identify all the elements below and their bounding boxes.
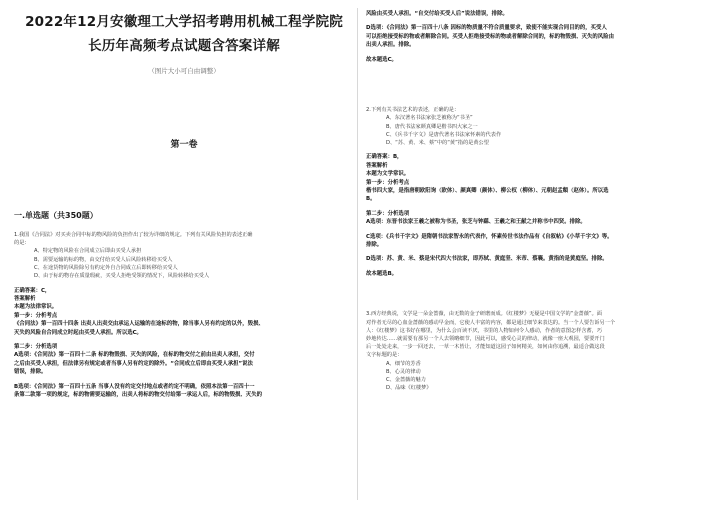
title-line-1: 2022年12月安徽理工大学招考聘用机械工程学院院 bbox=[25, 14, 343, 30]
image-size-note: （图片大小可自由调整） bbox=[148, 67, 220, 75]
final-answer-2: 故本题选B。 bbox=[366, 270, 398, 277]
column-divider bbox=[357, 8, 358, 500]
question-line: 1.我国《合同法》对买卖合同中标的物风险的负担作出了较为详细的规定。下列有关风险负担的表述正确 bbox=[14, 232, 253, 238]
option-d: D、“苏、黄、米、蔡”中的“黄”指的是黄公望 bbox=[386, 140, 489, 147]
option-a: A、特定物的风险在合同成立后即由买受人承担 bbox=[34, 248, 142, 255]
question-line: 对作者无尽的心血金蔷薇的感动早金而，它使人丰富的内容，都是通过细节来表达的。当一个人要告诉另一个 bbox=[366, 319, 616, 326]
question-3 bbox=[366, 310, 706, 392]
option-a: A、东汉著名书法家张芝被称为“书圣” bbox=[386, 115, 473, 122]
question-line: 2.下列有关书法艺术的表述，正确的是： bbox=[366, 107, 460, 114]
option-d-analysis bbox=[366, 24, 706, 49]
right-column bbox=[366, 10, 706, 393]
question-line: 妙地传达……就需要有那另一个人去领略细节，因此可以，感受心灵的律动，就像一座大观园，要要开门 bbox=[366, 335, 605, 342]
option-c-analysis-2 bbox=[366, 233, 706, 250]
answer-line: 答案解析 bbox=[14, 296, 36, 302]
answer-line: D选项：《合同法》第一百四十八条 因标的物质量不符合质量要求，致使不能实现合同目的的，买受人 bbox=[366, 25, 607, 32]
option-c: C、在途货物的风险除另有约定外自合同成立后即转移给买受人 bbox=[34, 265, 178, 271]
answer-line: 《合同法》第一百四十四条 出卖人出卖交由承运人运输的在途标的物，除当事人另有约定的以外，毁损、 bbox=[14, 321, 264, 328]
question-line: 文字标题的是： bbox=[366, 352, 403, 359]
left-column bbox=[14, 10, 354, 399]
answer-line: 出卖人承担。排除。 bbox=[366, 42, 415, 49]
document-title bbox=[14, 10, 354, 58]
answer-line: 第一步：分析考点 bbox=[14, 312, 58, 319]
final-answer-1: 故本题选C。 bbox=[366, 56, 397, 63]
option-d-analysis-2: D选项：苏、黄、米、蔡是宋代四大书法家，即苏轼、黄庭坚、米芾、蔡襄。黄指的是黄庭坚。排除。 bbox=[366, 256, 608, 263]
answer-line: C选项：《兵书千字文》是隋朝书法家智永的代表作，怀素传世书法作品有《自叙帖》《小草千字文》等。 bbox=[366, 233, 613, 240]
answer-line: 第一步：分析考点 bbox=[366, 179, 410, 186]
answer-line: 之后由买受人承担，但法律另有规定或者当事人另有约定的除外。“合同成立后即由买受人承担”说法 bbox=[14, 360, 253, 367]
answer-line: 条第二款第一项的规定，标的物需要运输的，出卖人将标的物交付给第一承运人后，标的物毁损、灭失的 bbox=[14, 392, 262, 399]
answer-line: 楷书四大家，是指唐朝欧阳询（欧体）、颜真卿（颜体）、柳公权（柳体）、元朝赵孟頫（赵体）。所以选 bbox=[366, 188, 609, 195]
option-b: B、唐代书法家颜真卿是楷书四大家之一 bbox=[386, 123, 478, 130]
title-line-2: 长历年高频考点试题含答案详解 bbox=[88, 38, 280, 54]
answer-line: 正确答案：C， bbox=[14, 287, 51, 294]
option-d: D、由于标的物存在质量瑕疵，买受人拒绝受领的情况下，风险转移给买受人 bbox=[34, 273, 210, 280]
option-c: C、《兵书千字文》是唐代著名书法家怀素的代表作 bbox=[386, 131, 502, 138]
answer-line: 第二步：分析选项 bbox=[366, 210, 410, 217]
option-b-analysis bbox=[14, 383, 354, 400]
answer-line: 第二步：分析选项 bbox=[14, 344, 58, 351]
answer-line: A选项：东晋书法家王羲之被称为书圣，张芝与钟繇、王羲之和王献之并称书中四贤。排除。 bbox=[366, 219, 586, 226]
answer-line: B。 bbox=[366, 196, 376, 203]
option-a: A、细节的芳香 bbox=[386, 360, 421, 367]
step2-block bbox=[14, 343, 354, 377]
question-line: 人：《红楼梦》这书好在哪里，为什么会百读不厌，书里的人物如何令人感动，作者的意图怎样含蓄，巧 bbox=[366, 327, 603, 334]
question-line: 的是： bbox=[14, 240, 30, 247]
question-line: 3.西方经典说，文学是一朵金蔷薇，由无数的金子研磨而成。《红楼梦》无疑是中国文学的“金蔷薇”。面 bbox=[366, 311, 602, 318]
option-d: D、品味《红楼梦》 bbox=[386, 385, 432, 392]
question-line: 后一处处走来，一步一回还去，一草一木皆让，才能知道这园子如何精美，如何由你追溯，最适合做这段 bbox=[366, 344, 605, 351]
paper-label: 第一卷 bbox=[170, 140, 198, 150]
answer-line: 排除。 bbox=[366, 242, 383, 249]
answer-line: 灭失的风险自合同成立时起由买受人承担。所以选C。 bbox=[14, 329, 142, 336]
question-1 bbox=[14, 231, 354, 281]
answer-block-2 bbox=[366, 153, 706, 203]
answer-line: 答案解析 bbox=[366, 162, 388, 169]
question-2 bbox=[366, 106, 706, 147]
section-heading: 一.单选题（共350题） bbox=[14, 211, 98, 220]
answer-line: A选项：《合同法》第一百四十二条 标的物毁损、灭失的风险，在标的物交付之前由出卖人承担，交付 bbox=[14, 352, 255, 359]
option-c: C、金蔷薇的魅力 bbox=[386, 377, 426, 384]
answer-line: B选项：《合同法》第一百四十五条 当事人没有约定交付地点或者约定不明确，依照本法第一百四十一 bbox=[14, 383, 255, 390]
answer-block-1 bbox=[14, 287, 354, 337]
answer-line: 本题为文学常识。 bbox=[366, 171, 410, 178]
answer-line: 本题为法律常识。 bbox=[14, 304, 58, 311]
answer-line: 风险由买受人承担。“自交付给买受人后”说法错误，排除。 bbox=[366, 11, 508, 17]
answer-line: 错误，排除。 bbox=[14, 369, 47, 376]
option-b: B、心灵的律动 bbox=[386, 368, 421, 375]
answer-line: 正确答案：B， bbox=[366, 154, 403, 161]
analysis-block-2 bbox=[366, 210, 706, 227]
option-b: B、需要运输的标的物，由交付给买受人后风险转移给买受人 bbox=[34, 256, 173, 263]
answer-line: 可以拒绝接受标的物或者解除合同。买受人拒绝接受标的物或者解除合同的，标的物毁损、灭失的风险由 bbox=[366, 33, 614, 40]
